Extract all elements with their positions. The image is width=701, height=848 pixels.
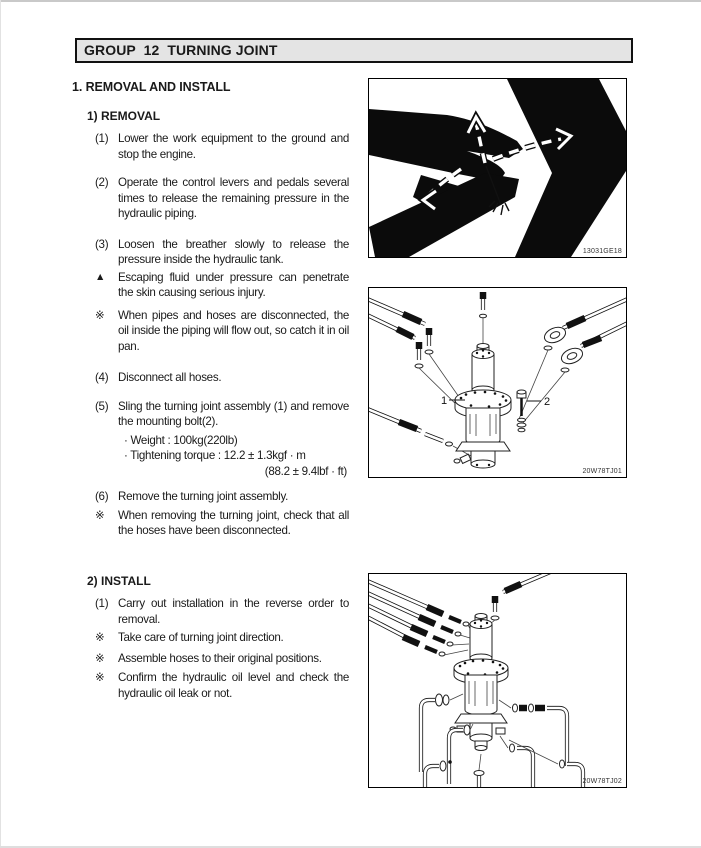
section-heading: 1. REMOVAL AND INSTALL [72,80,231,94]
step-text: Confirm the hydraulic oil level and check the hydraulic oil leak or not. [118,671,349,700]
removal-section [72,80,349,539]
scan-artifact-top [0,0,701,2]
step-text: Sling the turning joint assembly (1) and remove the mounting bolt(2). [118,399,349,428]
install-steps [95,596,349,701]
torque-spec-imperial: (88.2 ± 9.4lbf · ft) [264,464,347,478]
step-text: Operate the control levers and pedals several times to release the remaining pressure in the hydraulic piping. [118,176,349,220]
reference-mark-icon: ※ [95,671,105,684]
figure-code: 13031GE18 [582,248,622,255]
removal-heading: 1) REMOVAL [87,109,161,123]
step-text: Disconnect all hoses. [118,371,222,384]
reference-mark-icon: ※ [95,631,105,644]
step-text: Lower the work equipment to the ground and stop the engine. [118,132,349,161]
step-marker: (1) [95,132,109,145]
step-1 [95,596,349,627]
reference-note [95,508,349,539]
step-3 [95,237,349,268]
step-text: Loosen the breather slowly to release the pressure inside the hydraulic tank. [118,237,349,266]
warning-note [95,270,349,301]
step-text: When removing the turning joint, check that all the hoses have been disconnected. [118,508,349,537]
turning-joint-removal-illustration [369,288,626,477]
figure-turning-joint-removal [368,287,627,478]
step-text: Assemble hoses to their original positions. [118,651,322,665]
reference-mark-icon: ※ [95,651,105,665]
step-1 [95,131,349,162]
step-text: Escaping fluid under pressure can penetrate the skin causing serious injury. [118,270,349,299]
reference-note [95,651,349,667]
fluid-injection-warning-illustration [369,79,626,257]
reference-note [95,308,349,355]
step-text: When pipes and hoses are disconnected, the oil inside the piping will flow out, so catch it in oil pan. [118,308,349,353]
removal-steps [95,131,349,539]
figure-turning-joint-install [368,573,627,788]
install-heading: 2) INSTALL [87,574,151,588]
step-text: Take care of turning joint direction. [118,631,284,644]
warning-triangle-icon: ▲ [95,270,106,283]
figure-code: 20W78TJ01 [582,468,622,475]
step-marker: (5) [95,399,109,413]
step-4 [95,370,349,386]
weight-spec: · Weight : 100kg(220lb) [124,433,238,447]
callout-2: 2 [544,396,551,408]
step-marker: (3) [95,237,109,251]
reference-note [95,670,349,701]
step-marker: (6) [95,490,109,503]
step-marker: (2) [95,176,109,189]
reference-mark-icon: ※ [95,308,105,322]
install-section [72,574,349,701]
step-marker: (1) [95,597,109,610]
step-marker: (4) [95,371,109,384]
step-text: Remove the turning joint assembly. [118,490,289,503]
callout-1: 1 [441,395,448,407]
figure-code: 20W78TJ02 [582,778,622,785]
step-text: Carry out installation in the reverse order to removal. [118,597,349,626]
reference-mark-icon: ※ [95,508,105,522]
step-2 [95,175,349,222]
group-title: GROUP 12 TURNING JOINT [75,38,633,63]
turning-joint-install-illustration [369,574,626,787]
torque-spec: · Tightening torque : 12.2 ± 1.3kgf · m [124,449,306,462]
step-5 [95,399,349,480]
figure-fluid-injection-warning [368,78,627,258]
scan-artifact-left [0,0,1,846]
step-6 [95,489,349,505]
reference-note [95,630,349,646]
